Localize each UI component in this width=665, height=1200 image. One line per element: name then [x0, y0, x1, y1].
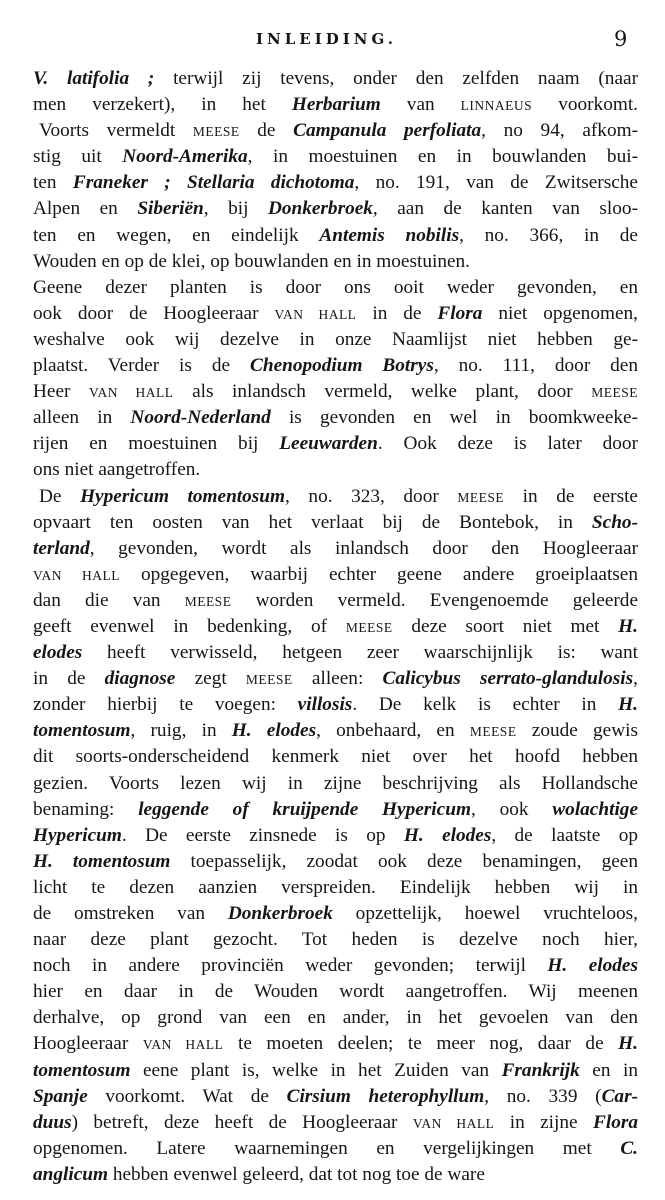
text-line: [33, 1084, 638, 1110]
italic-term: Cirsium heterophyllum: [286, 1085, 485, 1107]
italic-term: Franeker ; Stellaria dichotoma: [72, 172, 355, 194]
text-line: [33, 92, 638, 118]
text-run: niet opgenomen,: [482, 302, 638, 324]
text-run: te moeten deelen; te meer nog, daar de: [223, 1033, 619, 1055]
text-run: men verzekert), in het: [33, 94, 292, 116]
italic-term: C.: [620, 1137, 638, 1159]
italic-term: H. tomentosum: [33, 850, 171, 872]
header-title: INLEIDING.: [256, 30, 397, 48]
text-line: [33, 66, 638, 92]
text-run: noch in andere provinciën weder gevonden; terwijl: [33, 955, 548, 977]
text-run: , bij: [203, 198, 268, 220]
italic-term: Donkerbroek: [227, 903, 333, 924]
text-line: [33, 510, 638, 536]
text-run: ook door de Hoogleeraar: [33, 302, 275, 324]
text-run: als inlandsch vermeld, welke plant, door: [173, 381, 592, 403]
small-caps-name: MEESE: [245, 672, 293, 688]
text-line: [33, 379, 638, 405]
text-line: [33, 744, 638, 770]
text-line: [33, 484, 638, 510]
text-line: [33, 457, 638, 483]
italic-term: duus: [33, 1111, 72, 1133]
text-run: opzettelijk, hoewel vruchteloos,: [332, 903, 638, 924]
text-run: van: [380, 94, 461, 116]
italic-term: Hypericum: [33, 824, 122, 846]
text-run: en in: [579, 1059, 638, 1081]
text-line: [33, 301, 638, 327]
text-run: licht te dezen aanzien verspreiden. Eindelijk hebben wij in: [33, 876, 638, 898]
text-run: in zijne: [494, 1111, 593, 1133]
text-run: , no 94, afkom-: [481, 120, 638, 142]
text-run: , no. 339 (: [484, 1085, 602, 1107]
text-run: . De eerste zinsnede is op: [121, 824, 404, 846]
text-run: Wouden en op de klei, op bouwlanden en in moestuinen.: [33, 250, 471, 272]
page-number: 9: [614, 27, 628, 51]
text-line: [33, 614, 638, 640]
italic-term: Noord-Amerika: [122, 146, 248, 168]
text-run: alleen:: [292, 668, 383, 690]
text-run: gezien. Voorts lezen wij in zijne beschrijving als Hollandsche: [33, 772, 638, 794]
italic-term: villosis: [297, 694, 353, 716]
italic-term: H.: [618, 694, 638, 716]
italic-term: Leeuwarden: [279, 433, 378, 455]
text-run: , no. 191, van de Zwitsersche: [354, 172, 638, 194]
text-line: [33, 170, 638, 196]
text-run: hier en daar in de Wouden wordt aangetroffen. Wij meenen: [33, 981, 638, 1003]
text-run: ten: [33, 172, 73, 194]
text-run: hebben evenwel geleerd, dat tot nog toe de ware: [108, 1163, 485, 1185]
text-line: [33, 823, 638, 849]
text-run: , gevonden, wordt als inlandsch door den Hoogleeraar: [89, 537, 638, 559]
body-text: [33, 66, 638, 1188]
italic-term: Noord-Nederland: [130, 407, 271, 429]
text-line: [33, 144, 638, 170]
small-caps-name: MEESE: [345, 619, 393, 635]
text-run: De: [39, 485, 81, 507]
text-line: [33, 562, 638, 588]
italic-term: H.: [618, 615, 638, 637]
small-caps-name: LINNAEUS: [460, 98, 533, 114]
italic-term: Flora: [437, 302, 483, 324]
text-run: Hoogleeraar: [33, 1033, 143, 1055]
text-run: derhalve, op grond van een en ander, in het gevoelen van den: [33, 1007, 638, 1029]
text-line: [33, 196, 638, 222]
italic-term: tomentosum: [33, 720, 131, 742]
text-run: ) betreft, deze heeft de Hoogleeraar: [71, 1111, 413, 1133]
text-line: [33, 588, 638, 614]
text-run: in de eerste: [504, 485, 638, 507]
text-run: voorkomt. Wat de: [87, 1085, 287, 1107]
text-run: benaming:: [33, 798, 139, 820]
italic-term: Chenopodium Botrys: [249, 355, 434, 377]
italic-term: Car-: [601, 1085, 638, 1107]
text-run: , no. 323, door: [285, 485, 458, 507]
text-line: [33, 1110, 638, 1136]
text-line: [33, 275, 638, 301]
text-run: , ook: [470, 798, 553, 820]
text-run: opgegeven, waarbij echter geene andere groeiplaatsen: [120, 563, 638, 585]
text-run: opvaart ten oosten van het verlaat bij de Bontebok, in: [33, 511, 592, 533]
text-line: [33, 718, 638, 744]
text-run: heeft verwisseld, hetgeen zeer waarschijnlijk is: want: [82, 642, 638, 664]
italic-term: Campanula perfoliata: [293, 120, 482, 142]
italic-term: anglicum: [33, 1163, 108, 1185]
text-run: , ruig, in: [130, 720, 232, 742]
text-line: [33, 901, 638, 927]
text-line: [33, 771, 638, 797]
italic-term: Frankrijk: [501, 1059, 580, 1081]
text-line: [33, 223, 638, 249]
text-run: voorkomt.: [532, 94, 638, 116]
text-line: [33, 536, 638, 562]
small-caps-name: VAN HALL: [412, 1115, 495, 1131]
small-caps-name: VAN HALL: [274, 306, 357, 322]
text-run: , aan de kanten van sloo-: [372, 198, 638, 220]
text-run: toepasselijk, zoodat ook deze benamingen, geen: [170, 850, 638, 872]
italic-term: Calicybus serrato-glandulosis: [382, 668, 634, 690]
italic-term: wolachtige: [552, 798, 638, 820]
italic-term: terland: [33, 537, 90, 559]
text-run: in de: [33, 668, 105, 690]
text-run: de: [239, 120, 294, 142]
italic-term: leggende of kruijpende Hypericum: [138, 798, 471, 820]
text-run: is gevonden en wel in boomkweeke-: [270, 407, 638, 429]
running-head: [0, 27, 665, 54]
text-run: eene plant is, welke in het Zuiden van: [130, 1059, 502, 1081]
text-run: deze soort niet met: [392, 615, 619, 637]
text-run: ,: [633, 668, 638, 690]
italic-term: V. latifolia ;: [33, 68, 155, 89]
text-line: [33, 849, 638, 875]
text-line: [33, 353, 638, 379]
text-line: [33, 431, 638, 457]
text-line: [33, 692, 638, 718]
italic-term: Donkerbroek: [267, 198, 373, 220]
text-run: geeft evenwel in bedenking, of: [33, 615, 346, 637]
small-caps-name: MEESE: [184, 593, 232, 609]
small-caps-name: MEESE: [192, 124, 240, 140]
text-run: stig uit: [33, 146, 123, 168]
small-caps-name: VAN HALL: [33, 567, 120, 583]
text-run: , in moestuinen en in bouwlanden bui-: [247, 146, 638, 168]
text-run: , onbehaard, en: [316, 720, 470, 742]
text-line: [33, 640, 638, 666]
text-run: worden vermeld. Evengenoemde geleerde: [231, 589, 638, 611]
text-line: [33, 1005, 638, 1031]
italic-term: Scho-: [591, 511, 638, 533]
text-run: terwijl zij tevens, onder den zelfden naam (naar: [154, 68, 638, 89]
text-run: ten en wegen, en eindelijk: [33, 224, 320, 246]
text-run: , de laatste op: [491, 824, 638, 846]
text-run: Heer: [33, 381, 89, 403]
italic-term: Flora: [592, 1111, 638, 1133]
text-line: [33, 927, 638, 953]
italic-term: H. elodes: [547, 955, 638, 977]
text-line: [33, 1162, 638, 1188]
text-run: ons niet aangetroffen.: [33, 459, 201, 481]
italic-term: Herbarium: [291, 94, 381, 116]
text-line: [33, 953, 638, 979]
text-run: in de: [356, 302, 438, 324]
italic-term: elodes: [33, 642, 83, 664]
text-line: [33, 666, 638, 692]
text-line: [33, 875, 638, 901]
small-caps-name: VAN HALL: [142, 1037, 224, 1053]
text-run: plaatst. Verder is de: [33, 355, 250, 377]
italic-term: tomentosum: [33, 1059, 131, 1081]
text-run: zonder hierbij te voegen:: [33, 694, 298, 716]
italic-term: diagnose: [104, 668, 176, 690]
text-run: , no. 366, in de: [459, 224, 638, 246]
small-caps-name: MEESE: [591, 385, 638, 401]
small-caps-name: MEESE: [457, 489, 505, 505]
text-run: Voorts vermeldt: [39, 120, 193, 142]
italic-term: H.: [618, 1033, 638, 1055]
italic-term: H. elodes: [403, 824, 492, 846]
text-run: . Ook deze is later door: [377, 433, 638, 455]
italic-term: H. elodes: [231, 720, 317, 742]
text-run: Alpen en: [33, 198, 138, 220]
small-caps-name: MEESE: [469, 724, 517, 740]
text-run: dan die van: [33, 589, 185, 611]
text-line: [33, 979, 638, 1005]
italic-term: Hypericum tomentosum: [80, 485, 286, 507]
text-line: [33, 327, 638, 353]
text-line: [33, 249, 638, 275]
italic-term: Antemis nobilis: [319, 224, 460, 246]
text-run: naar deze plant gezocht. Tot heden is dezelve noch hier,: [33, 929, 638, 951]
small-caps-name: VAN HALL: [88, 385, 174, 401]
text-run: Geene dezer planten is door ons ooit weder gevonden, en: [33, 276, 638, 298]
text-line: [33, 1058, 638, 1084]
text-run: dit soorts-onderscheidend kenmerk niet over het hoofd hebben: [33, 746, 638, 768]
text-run: . De kelk is echter in: [352, 694, 619, 716]
text-run: alleen in: [33, 407, 131, 429]
text-run: rijen en moestuinen bij: [33, 433, 280, 455]
text-run: zegt: [175, 668, 246, 690]
text-run: , no. 111, door den: [433, 355, 638, 377]
text-run: weshalve ook wij dezelve in onze Naamlijst niet hebben ge-: [33, 328, 638, 350]
italic-term: Spanje: [33, 1085, 88, 1107]
text-line: [33, 405, 638, 431]
text-line: [33, 797, 638, 823]
text-run: de omstreken van: [33, 903, 228, 924]
text-run: opgenomen. Latere waarnemingen en vergelijkingen met: [33, 1137, 621, 1159]
text-run: zoude gewis: [516, 720, 638, 742]
italic-term: Siberiën: [137, 198, 204, 220]
text-line: [33, 118, 638, 144]
text-line: [33, 1031, 638, 1057]
text-line: [33, 1136, 638, 1162]
